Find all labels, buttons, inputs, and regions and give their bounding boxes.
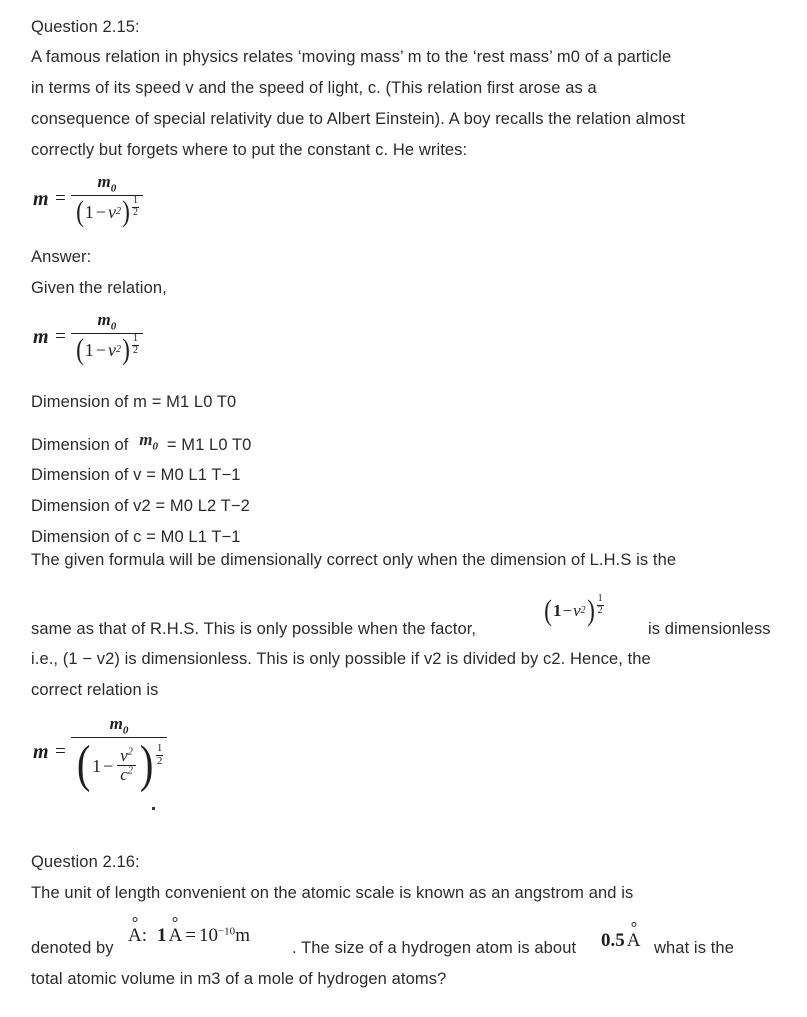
dimension-m0-sub: 0 bbox=[152, 440, 159, 453]
formula-3-exp-num: 1 bbox=[156, 742, 163, 755]
formula-1 bbox=[33, 172, 143, 229]
formula-1-one: 1 bbox=[84, 201, 94, 222]
inline-formula-exp-num: 1 bbox=[597, 593, 603, 604]
dimension-m0-prefix: Dimension of bbox=[31, 436, 129, 454]
angstrom-one: 1 bbox=[157, 925, 167, 946]
question-216-line-3: total atomic volume in m3 of a mole of hydrogen atoms? bbox=[31, 970, 447, 988]
formula-2-num-var: m bbox=[97, 310, 111, 329]
answer-given-line: Given the relation, bbox=[31, 279, 167, 297]
formula-1-lhs: m bbox=[33, 187, 50, 210]
question-216-line-2-prefix: denoted by bbox=[31, 939, 114, 957]
formula-2-denominator bbox=[71, 333, 143, 367]
formula-3-inner-num-exp: 2 bbox=[127, 746, 133, 758]
explanation-line-2-after: is dimensionless bbox=[648, 620, 771, 638]
explanation-line-2 bbox=[31, 620, 476, 638]
formula-3-inner-den-var: c bbox=[120, 765, 128, 785]
formula-2-var-exp: 2 bbox=[115, 343, 121, 355]
explanation-line-1: The given formula will be dimensionally correct only when the dimension of L.H.S is the bbox=[31, 551, 677, 569]
inline-formula-one: 1 bbox=[553, 600, 562, 620]
formula-2-num-sub: 0 bbox=[110, 320, 117, 333]
formula-3-inner-num bbox=[117, 747, 136, 765]
formula-1-var: v bbox=[107, 201, 116, 222]
angstrom-ring-icon-3 bbox=[631, 922, 636, 927]
inline-formula bbox=[543, 593, 604, 627]
dimension-m0-suffix: = M1 L0 T0 bbox=[166, 436, 252, 454]
inline-formula-open-paren: ( bbox=[544, 594, 552, 627]
dimension-line-c: Dimension of c = M0 L1 T−1 bbox=[31, 528, 241, 546]
formula-3 bbox=[33, 714, 167, 794]
inline-formula-exp-den: 2 bbox=[597, 604, 603, 616]
formula-3-inner bbox=[92, 747, 138, 784]
angstrom-symbol-1 bbox=[128, 925, 142, 947]
formula-3-one: 1 bbox=[92, 755, 102, 776]
formula-2-one: 1 bbox=[84, 339, 94, 360]
formula-3-close-paren: ) bbox=[139, 736, 154, 794]
formula-3-inner-num-var: v bbox=[120, 746, 128, 766]
formula-1-denominator bbox=[71, 195, 143, 229]
formula-3-inner-fraction bbox=[117, 747, 136, 784]
size-number: 0.5 bbox=[601, 930, 625, 951]
formula-2-numerator bbox=[89, 311, 124, 333]
formula-3-equals: = bbox=[55, 741, 66, 763]
formula-2 bbox=[33, 310, 143, 367]
formula-3-minus: − bbox=[103, 755, 114, 776]
inline-formula-close-paren: ) bbox=[586, 594, 595, 627]
formula-3-exp-den: 2 bbox=[156, 754, 163, 767]
formula-2-exp-num: 1 bbox=[132, 333, 138, 345]
dimension-line-m0 bbox=[31, 430, 252, 460]
formula-3-inner-den bbox=[117, 766, 136, 784]
formula-1-open-paren: ( bbox=[75, 195, 84, 229]
inline-formula-var-exp: 2 bbox=[580, 605, 586, 616]
formula-2-exp-den: 2 bbox=[132, 344, 138, 356]
formula-1-minus: − bbox=[95, 201, 106, 222]
formula-3-num-var: m bbox=[109, 714, 123, 733]
question-215-body-line-2: in terms of its speed v and the speed of light, c. (This relation first arose as a bbox=[31, 79, 597, 97]
formula-3-denominator bbox=[71, 736, 167, 794]
explanation-line-4: correct relation is bbox=[31, 681, 159, 699]
explanation-line-3: i.e., (1 − v2) is dimensionless. This is only possible if v2 is divided by c2. Hence, the bbox=[31, 650, 651, 668]
formula-2-exponent-half bbox=[132, 334, 139, 356]
question-216-heading: Question 2.16: bbox=[31, 853, 140, 871]
angstrom-exponent: −10 bbox=[217, 925, 236, 938]
dimension-m0-symbol bbox=[139, 430, 159, 453]
formula-3-lhs: m bbox=[33, 740, 50, 763]
formula-3-open-paren: ( bbox=[76, 736, 91, 794]
angstrom-ring-icon bbox=[132, 917, 137, 922]
dimension-line-m: Dimension of m = M1 L0 T0 bbox=[31, 393, 237, 411]
angstrom-colon: : bbox=[141, 925, 148, 946]
formula-3-trailing-period bbox=[152, 807, 155, 810]
formula-1-exponent-half bbox=[132, 196, 139, 218]
formula-3-fraction bbox=[71, 714, 167, 794]
formula-1-fraction bbox=[71, 172, 143, 229]
formula-3-numerator bbox=[102, 715, 137, 737]
formula-3-exponent-half bbox=[156, 743, 163, 767]
formula-2-equals: = bbox=[55, 326, 66, 348]
inline-formula-inner bbox=[553, 601, 586, 621]
inline-formula-var: v bbox=[573, 600, 581, 620]
angstrom-ring-icon-2 bbox=[173, 917, 178, 922]
formula-2-lhs: m bbox=[33, 325, 50, 348]
question-216-line-1: The unit of length convenient on the atomic scale is known as an angstrom and is bbox=[31, 884, 634, 902]
question-215-body-line-3: consequence of special relativity due to Albert Einstein). A boy recalls the relation almost bbox=[31, 110, 685, 128]
angstrom-symbol-3 bbox=[627, 930, 641, 952]
formula-1-num-sub: 0 bbox=[110, 182, 117, 195]
formula-3-num-sub: 0 bbox=[122, 724, 129, 737]
explanation-line-2-before: same as that of R.H.S. This is only possible when the factor, bbox=[31, 620, 477, 638]
inline-formula-minus: − bbox=[562, 600, 573, 620]
formula-1-exp-num: 1 bbox=[132, 195, 138, 207]
formula-1-equals: = bbox=[55, 188, 66, 210]
angstrom-ten: 10 bbox=[198, 925, 218, 946]
formula-1-exp-den: 2 bbox=[132, 206, 138, 218]
answer-label: Answer: bbox=[31, 248, 92, 266]
question-216-line-2-mid: . The size of a hydrogen atom is about bbox=[292, 939, 577, 957]
angstrom-letter-1: A bbox=[128, 925, 142, 946]
question-215-heading: Question 2.15: bbox=[31, 18, 140, 36]
formula-2-var: v bbox=[107, 339, 116, 360]
question-216-line-2-suffix: what is the bbox=[654, 939, 734, 957]
formula-2-close-paren: ) bbox=[122, 333, 130, 367]
formula-2-minus: − bbox=[95, 339, 106, 360]
formula-2-inner bbox=[85, 341, 121, 359]
formula-1-inner bbox=[85, 203, 121, 221]
angstrom-symbol-2 bbox=[169, 925, 183, 947]
formula-1-var-exp: 2 bbox=[115, 205, 121, 217]
angstrom-meter: m bbox=[235, 925, 250, 946]
dimension-line-v2: Dimension of v2 = M0 L2 T−2 bbox=[31, 497, 250, 515]
formula-1-close-paren: ) bbox=[122, 195, 130, 229]
question-215-body-line-4: correctly but forgets where to put the constant c. He writes: bbox=[31, 141, 468, 159]
angstrom-definition bbox=[128, 925, 250, 947]
angstrom-equals: = bbox=[185, 925, 196, 946]
inline-formula-exponent-half bbox=[597, 594, 604, 616]
angstrom-letter-3: A bbox=[626, 930, 641, 951]
formula-1-num-var: m bbox=[97, 172, 111, 191]
question-215-body-line-1: A famous relation in physics relates ‘moving mass’ m to the ‘rest mass’ m0 of a particle bbox=[31, 48, 672, 66]
formula-2-fraction bbox=[71, 310, 143, 367]
formula-2-open-paren: ( bbox=[75, 333, 84, 367]
inline-formula-group bbox=[543, 593, 604, 627]
hydrogen-size-value bbox=[601, 930, 640, 952]
dimension-line-v: Dimension of v = M0 L1 T−1 bbox=[31, 466, 241, 484]
formula-1-numerator bbox=[89, 173, 124, 195]
angstrom-letter-2: A bbox=[168, 925, 183, 946]
dimension-m0-var: m bbox=[139, 430, 153, 449]
formula-3-inner-den-exp: 2 bbox=[127, 765, 133, 777]
